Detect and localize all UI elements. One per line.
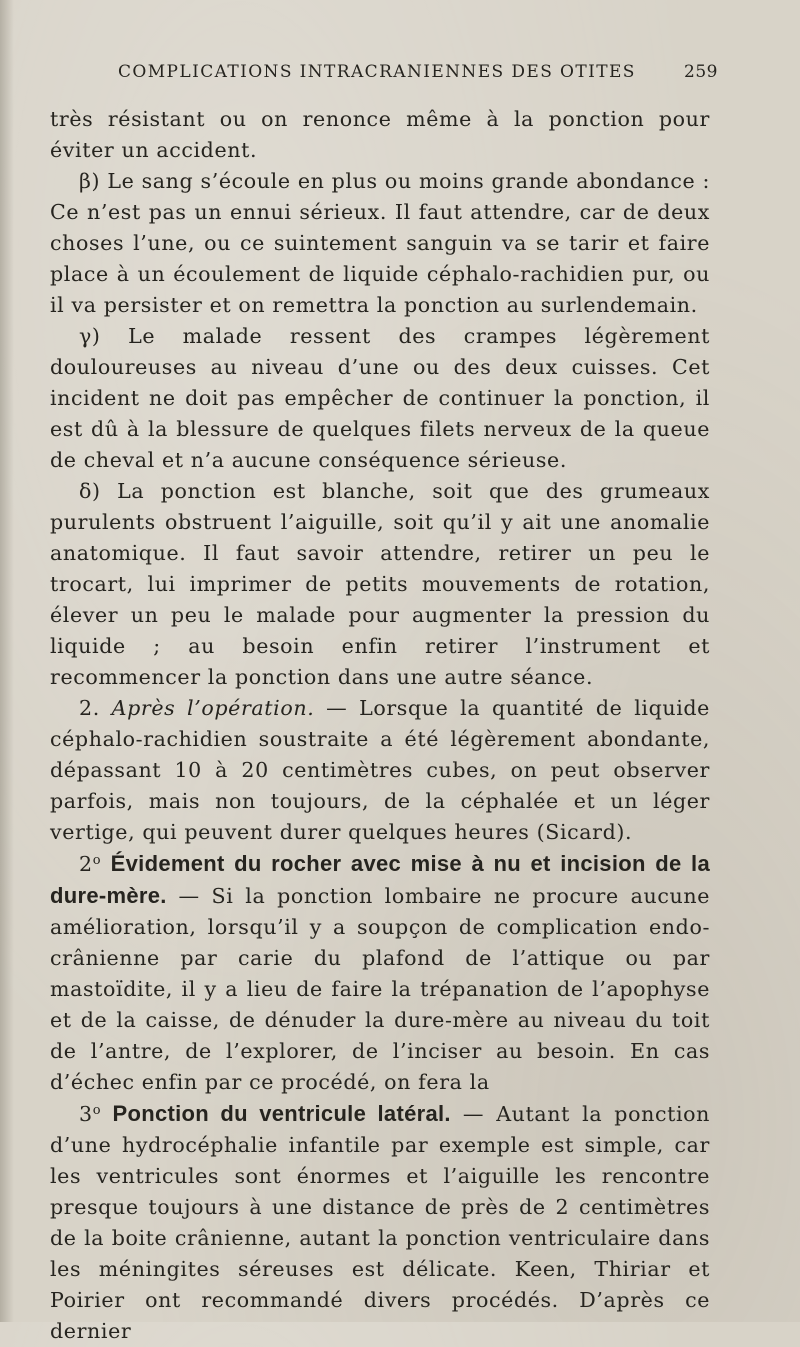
heading-ponction: Ponction du ventricule latéral. (101, 1101, 451, 1126)
book-page (50, 56, 718, 1347)
section-title-italic: Après l’opération. (111, 696, 315, 720)
paragraph-beta: β) Le sang s’écoule en plus ou moins grande abondance : Ce n’est pas un ennui sérieux. Il faut attendre, car de deux choses l’une, ou ce suintement sanguin va se tarir et faire place à un écoulement de liquide céphalo-rachidien pur, ou il va persister et on remettra la ponction au surlendemain. (50, 169, 710, 317)
body-text (50, 104, 710, 1347)
paragraph-apres-operation (50, 693, 710, 848)
page-edge-shadow (0, 0, 14, 1322)
heading-number: 3 (79, 1102, 93, 1126)
section-text: — Si la ponction lombaire ne procure aucune amélioration, lorsqu’il y a soupçon de complication endo-crânienne par carie du plafond de l’attique ou par mastoïdite, il y a lieu de faire la trépanation de l’apophyse et de la caisse, de dénuder la dure-mère au niveau du toit de l’antre, de l’explorer, de l’inciser au besoin. En cas d’échec enfin par ce procédé, on fera la (50, 884, 710, 1094)
section-text: — Lorsque la quantité de liquide céphalo-rachidien soustraite a été légèrement abondante, dépassant 10 à 20 centimètres cubes, on peut observer parfois, mais non toujours, de la céphalée et un léger vertige, qui peuvent durer quelques heures (Sicard). (50, 696, 710, 844)
heading-ordinal: o (92, 853, 102, 868)
paragraph-gamma: γ) Le malade ressent des crampes légèrement douloureuses au niveau d’une ou des deux cuisses. Cet incident ne doit pas empêcher de continuer la ponction, il est dû à la blessure de quelques filets nerveux de la queue de cheval et n’a aucune conséquence sérieuse. (50, 324, 710, 472)
paragraph-continuation: très résistant ou on renonce même à la ponction pour éviter un accident. (50, 107, 710, 162)
paragraph-ponction-ventricule (50, 1098, 710, 1347)
section-text: — Autant la ponction d’une hydrocéphalie infantile par exemple est simple, car les ventricules sont énormes et l’aiguille les rencontre presque toujours à une distance de près de 2 centimètres de la boite crânienne, autant la ponction ventriculaire dans les méningites séreuses est délicate. Keen, Thiriar et Poirier ont recommandé divers procédés. D’après ce dernier (50, 1102, 710, 1343)
running-head-title: COMPLICATIONS INTRACRANIENNES DES OTITES (118, 62, 636, 82)
page-number: 259 (684, 62, 718, 82)
paragraph-delta: δ) La ponction est blanche, soit que des grumeaux purulents obstruent l’aiguille, soit qu’il y ait une anomalie anatomique. Il faut savoir attendre, retirer un peu le trocart, lui imprimer de petits mouvements de rotation, élever un peu le malade pour augmenter la pression du liquide ; au besoin enfin retirer l’instrument et recommencer la ponction dans une autre séance. (50, 479, 710, 689)
running-head (50, 56, 718, 88)
heading-ordinal: o (92, 1103, 102, 1118)
paragraph-evidement (50, 848, 710, 1098)
section-number: 2. (79, 696, 100, 720)
heading-evidement: Évidement du rocher avec mise à nu et incision de la dure-mère. (50, 851, 710, 908)
heading-number: 2 (79, 852, 93, 876)
